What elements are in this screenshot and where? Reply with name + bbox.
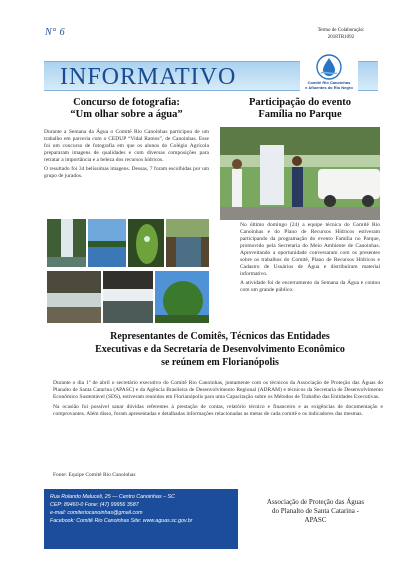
article-family-park-para2: A atividade foi de encerramento da Semana da Água e contou com um grande público. (240, 280, 380, 293)
article-florianopolis-para2: Na ocasião foi possível sanar dúvidas referentes à prestação de contas, relatório técnico e financeiro e as exigências de documentação e comprovantes. Além disso, foram apresentadas e detalhadas informações relacionadas as metas de cada comitê e os indicadores das mesmas. (53, 404, 383, 417)
water-drop-icon (316, 54, 342, 80)
forest-river-photo (165, 218, 210, 268)
rapids-photo (46, 270, 102, 324)
article-florianopolis-title: Representantes de Comitês, Técnicos das Entidades Executivas e da Secretaria de Desenvolvimento Econômico se reúnem em Florianópolis (95, 331, 345, 368)
article-photo-contest-para1: Durante a Semana da Água o Comitê Rio Canoinhas participou de um trabalho em parceria com o CEDUP “Vidal Ramos”, de Canoinhas. Esse foi um concurso de fotografia em que os alunos do Colégio Agrícola prepararam imagens de qualidades e com diversas composições para retratar a importância e a beleza dos recursos hídricos. (44, 129, 209, 163)
logo-name: Comitê Rio Canoinhas (307, 80, 351, 85)
address: Rua Rolando Maluceli, 25 — Centro Canoinhas – SC (50, 494, 175, 500)
termo-label: Termo de Colaboração: (317, 28, 365, 33)
article-florianopolis-para1: Durante o dia 1º de abril o secretário executivo do Comitê Rio Canoinhas, juntamente com os técnicos da Associação de Proteção das Águas do Planalto de Santa Catarina (APASC) e da Agência Brasileira de Desenvolvimento Regional (ADRAM) e técnicos da Secretaria de Desenvolvimento Econômico Sustentável (SDS), estiveram reunidos em Florianópolis para uma Capacitação sobre os Métodos de Trabalho das Entidades Executivas. (53, 380, 383, 400)
contest-photo-collage (46, 218, 210, 328)
family-park-photo (220, 127, 380, 220)
logo-subtitle: e Afluentes do Rio Negro (305, 85, 353, 90)
waterfall-photo (46, 218, 87, 268)
organization-name: Associação de Proteção das Águas do Planalto de Santa Catarina - APASC (266, 498, 365, 524)
article-photo-contest-title: Concurso de fotografia: “Um olhar sobre a água” (70, 97, 183, 120)
lake-photo (87, 218, 127, 268)
article-family-park-title: Participação do evento Família no Parque (248, 97, 352, 120)
tree-sky-photo (154, 270, 210, 324)
issue-number: N° 6 (45, 27, 66, 38)
committee-logo (300, 52, 358, 98)
article-family-park-para1: No último domingo (24) a equipe técnica do Comitê Rio Canoinhas e do Plano de Recursos Hídricos estiveram participando da programação do evento Família no Parque, promovido pela Secretaria do Meio Ambiente de Canoinhas. Aproveitando a oportunidade conversaram com os presentes sobre os trabalhos do Comitê, Plano de Recursos Hídricos e Cadastro de Usuários de Água e distribuíram material informativo. (240, 222, 380, 277)
social-links[interactable]: Facebook: Comitê Rio Canoinhas Site: www.aguas.sc.gov.br (50, 518, 193, 524)
termo-number: 2018TR1092 (327, 35, 355, 40)
article-florianopolis-body (53, 380, 383, 418)
article-photo-contest (44, 97, 209, 180)
article-family-park-body (240, 222, 380, 294)
dam-photo (102, 270, 154, 324)
termo-colaboracao (300, 27, 382, 41)
contact-box (44, 489, 238, 549)
article-source: Fonte: Equipe Comitê Rio Canoinhas (53, 472, 136, 478)
email-link[interactable]: e-mail: comiteriocanoinhas@gmail.com (50, 510, 143, 516)
header (0, 0, 400, 60)
article-photo-contest-para2: O resultado foi 34 belíssimas imagens. Dessas, 7 foram escolhidas por um grupo de jurados. (44, 166, 209, 179)
leaf-droplet-photo (127, 218, 165, 268)
page-title: INFORMATIVO (60, 64, 237, 90)
article-florianopolis (55, 330, 385, 369)
phone: CEP: 89460-0 Fone: (47) 99956 3587 (50, 502, 139, 508)
article-family-park (220, 97, 380, 121)
